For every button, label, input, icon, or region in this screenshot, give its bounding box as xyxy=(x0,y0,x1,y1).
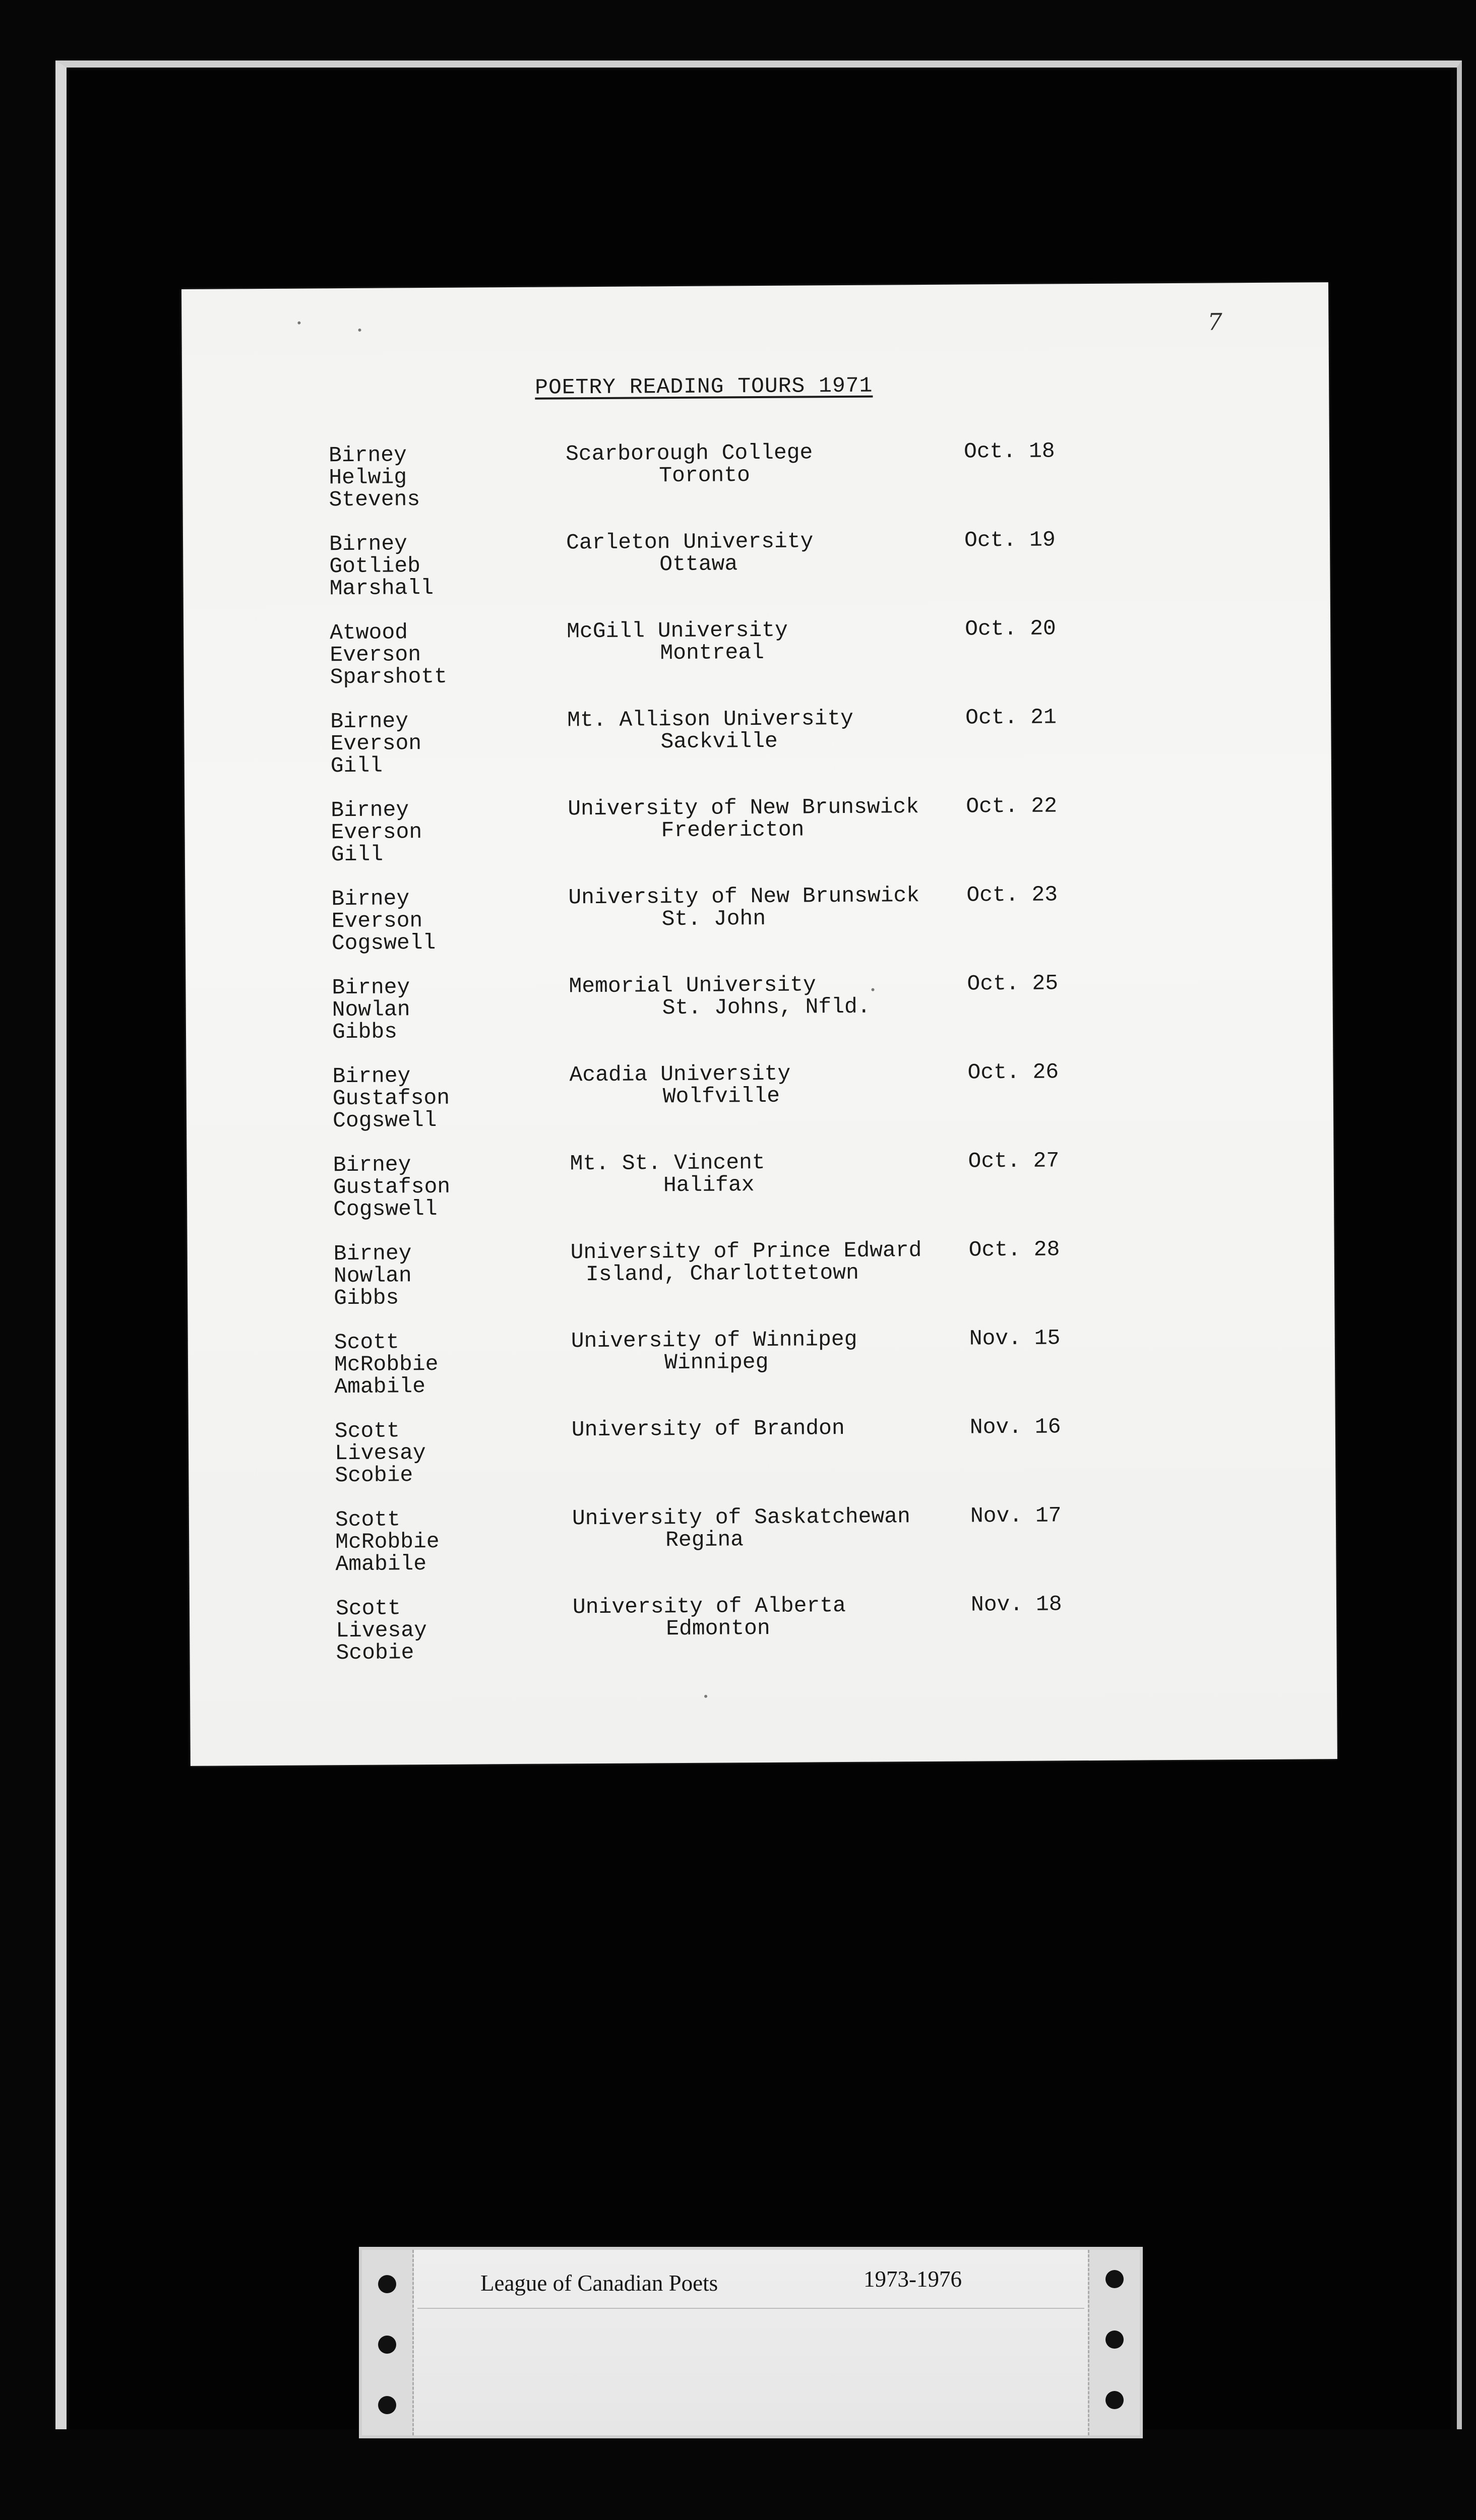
venue xyxy=(570,1152,765,1197)
poet-name: McRobbie xyxy=(334,1351,439,1377)
poet-name: Birney xyxy=(333,1152,411,1178)
poet-list xyxy=(329,444,420,511)
document-page xyxy=(181,282,1337,1766)
tour-entry xyxy=(188,1326,1335,1418)
film-speck xyxy=(358,329,361,332)
poet-name: Gibbs xyxy=(332,1019,398,1045)
tour-entry xyxy=(184,793,1332,886)
venue-name: University of Saskatchewan xyxy=(572,1504,910,1531)
venue xyxy=(566,530,814,576)
tour-date: Nov. 18 xyxy=(970,1592,1062,1617)
tour-entry xyxy=(187,1148,1334,1241)
poet-name: Scott xyxy=(335,1596,401,1621)
venue-location: Halifax xyxy=(663,1172,755,1198)
poet-list xyxy=(334,1331,439,1398)
venue xyxy=(568,885,919,931)
tour-entry xyxy=(190,1592,1337,1684)
venue xyxy=(573,1595,846,1641)
poet-name: Cogswell xyxy=(332,1107,437,1133)
poet-name: Birney xyxy=(333,1241,412,1267)
tour-entry xyxy=(183,616,1331,709)
perforation-hole xyxy=(1105,2270,1124,2288)
poet-name: Nowlan xyxy=(332,997,410,1023)
venue-name: University of Brandon xyxy=(571,1416,845,1442)
poet-list xyxy=(330,710,421,777)
venue-location: Montreal xyxy=(660,640,765,666)
tour-entry xyxy=(186,971,1333,1063)
tour-date: Oct. 21 xyxy=(965,705,1057,730)
venue-location: Island, Charlottetown xyxy=(585,1260,859,1287)
venue-name: University of Alberta xyxy=(572,1593,846,1620)
film-speck xyxy=(297,322,300,325)
poet-name: Atwood xyxy=(330,620,408,646)
document-title: POETRY READING TOURS 1971 xyxy=(535,373,873,400)
label-perforation-strip-right xyxy=(1088,2250,1140,2435)
poet-list xyxy=(335,1508,440,1576)
poet-name: Stevens xyxy=(329,487,420,513)
film-speck xyxy=(704,1695,707,1698)
venue-location: Sackville xyxy=(660,728,778,754)
venue-location: Wolfville xyxy=(662,1083,780,1109)
poet-list xyxy=(330,621,447,688)
poet-name: Livesay xyxy=(336,1618,427,1644)
tour-entry xyxy=(185,882,1332,975)
label-title: League of Canadian Poets xyxy=(480,2271,718,2296)
poet-name: Gustafson xyxy=(333,1174,451,1200)
venue-location: St. John xyxy=(661,906,766,932)
tour-date: Oct. 23 xyxy=(966,882,1058,908)
poet-name: Everson xyxy=(330,731,422,757)
poet-name: Birney xyxy=(331,886,410,912)
perforation-hole xyxy=(378,2396,396,2414)
poet-name: Scott xyxy=(335,1507,401,1533)
film-speck xyxy=(871,988,874,991)
venue-name: Memorial University xyxy=(569,972,816,999)
tour-date: Oct. 28 xyxy=(968,1237,1060,1263)
tour-entry xyxy=(184,705,1331,797)
venue-location: St. Johns, Nfld. xyxy=(662,994,871,1021)
poet-name: Gill xyxy=(330,753,383,779)
perforation-hole xyxy=(1105,2330,1124,2349)
venue-location: Fredericton xyxy=(661,817,805,843)
venue-location: Ottawa xyxy=(659,551,738,577)
poet-name: Birney xyxy=(331,797,409,823)
poet-name: Livesay xyxy=(334,1440,426,1466)
poet-list xyxy=(332,1065,450,1132)
tour-entry xyxy=(183,527,1330,620)
tour-date: Oct. 22 xyxy=(966,793,1058,819)
poet-name: Scobie xyxy=(336,1640,414,1666)
venue-name: Acadia University xyxy=(569,1061,791,1088)
tour-date: Oct. 18 xyxy=(963,438,1055,464)
poet-name: Sparshott xyxy=(330,664,448,690)
tour-entry xyxy=(189,1503,1336,1596)
label-rule xyxy=(417,2308,1084,2309)
poet-list xyxy=(331,799,422,866)
poet-name: Amabile xyxy=(334,1374,426,1400)
poet-name: Amabile xyxy=(335,1551,427,1577)
tour-date: Oct. 19 xyxy=(964,527,1056,553)
poet-name: Cogswell xyxy=(333,1196,438,1222)
venue-name: Scarborough College xyxy=(565,440,813,467)
poet-name: Birney xyxy=(332,1063,411,1089)
venue xyxy=(572,1505,910,1552)
venue-name: University of New Brunswick xyxy=(568,794,919,822)
venue xyxy=(567,619,788,665)
tour-date: Oct. 27 xyxy=(968,1148,1060,1174)
label-years: 1973-1976 xyxy=(864,2266,962,2292)
tour-date: Nov. 16 xyxy=(969,1414,1061,1440)
poet-name: Gill xyxy=(331,842,384,867)
label-perforation-strip-left xyxy=(362,2250,414,2435)
tour-entry xyxy=(188,1237,1335,1330)
poet-name: Scott xyxy=(334,1418,400,1444)
tour-entry xyxy=(182,438,1330,531)
tour-date: Oct. 20 xyxy=(964,616,1056,642)
poet-name: Birney xyxy=(329,531,408,557)
tour-date: Oct. 26 xyxy=(967,1059,1059,1085)
tour-date: Nov. 15 xyxy=(969,1326,1061,1351)
venue xyxy=(567,708,853,753)
venue xyxy=(571,1239,922,1286)
tour-date: Oct. 25 xyxy=(967,971,1059,996)
venue xyxy=(569,1063,790,1109)
perforation-hole xyxy=(378,2336,396,2354)
poet-name: Gibbs xyxy=(334,1285,399,1311)
venue-name: University of Winnipeg xyxy=(571,1327,857,1354)
venue xyxy=(566,442,813,487)
venue-location: Winnipeg xyxy=(664,1349,769,1375)
perforation-hole xyxy=(378,2275,396,2293)
poet-name: Cogswell xyxy=(331,930,436,956)
poet-name: Birney xyxy=(332,975,410,1000)
page-number: 7 xyxy=(1207,308,1222,336)
tour-entry xyxy=(189,1414,1336,1507)
poet-name: Gotlieb xyxy=(329,553,421,579)
venue-name: Mt. Allison University xyxy=(567,706,854,733)
poet-list xyxy=(334,1242,412,1309)
venue-name: University of New Brunswick xyxy=(568,883,920,910)
poet-name: Everson xyxy=(331,908,423,934)
venue-name: Mt. St. Vincent xyxy=(570,1150,765,1176)
venue xyxy=(568,796,919,842)
poet-name: Marshall xyxy=(329,575,434,601)
venue-location: Toronto xyxy=(659,463,751,488)
venue-location: Edmonton xyxy=(666,1615,770,1642)
archive-label xyxy=(359,2247,1143,2438)
venue xyxy=(569,974,870,1020)
venue-location: Regina xyxy=(665,1527,744,1553)
poet-name: Scott xyxy=(334,1330,399,1355)
poet-name: Everson xyxy=(330,642,421,668)
poet-name: Birney xyxy=(328,443,407,468)
poet-name: Scobie xyxy=(335,1463,413,1488)
poet-list xyxy=(333,1154,450,1221)
poet-list xyxy=(329,533,434,600)
poet-list xyxy=(332,976,410,1043)
poet-name: Gustafson xyxy=(332,1085,450,1111)
poet-name: Nowlan xyxy=(333,1263,412,1289)
venue-name: Carleton University xyxy=(566,529,814,555)
venue xyxy=(571,1329,857,1374)
poet-list xyxy=(336,1597,427,1664)
poet-list xyxy=(335,1420,426,1487)
venue-name: University of Prince Edward xyxy=(570,1238,922,1265)
venue-name: McGill University xyxy=(567,617,788,644)
perforation-hole xyxy=(1105,2391,1124,2409)
poet-name: Birney xyxy=(330,709,409,734)
tour-entry xyxy=(186,1059,1333,1152)
poet-name: McRobbie xyxy=(335,1529,440,1555)
tour-date: Nov. 17 xyxy=(970,1503,1062,1529)
poet-name: Helwig xyxy=(329,465,407,490)
tour-entries xyxy=(181,282,1337,1766)
poet-name: Everson xyxy=(331,820,422,845)
poet-list xyxy=(331,888,436,955)
venue xyxy=(572,1417,845,1441)
